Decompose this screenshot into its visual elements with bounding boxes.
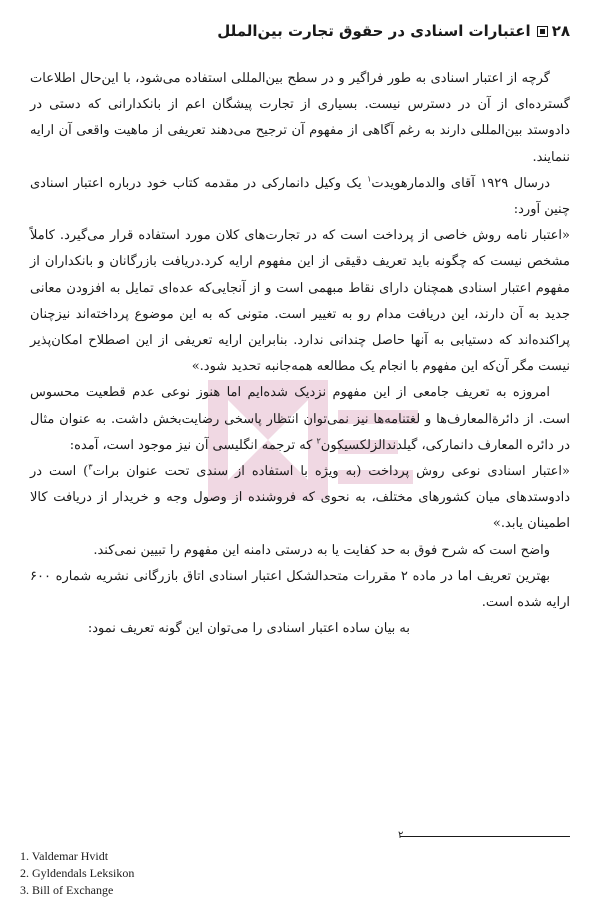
paragraph: درسال ۱۹۲۹ آقای والدمارهویدت$^۱$ یک وکیل دانمارکی در مقدمه کتاب خود درباره اعتبار اسنادی چنین آورد: [30, 174, 570, 218]
square-bullet-icon [537, 26, 548, 37]
paragraph: گرچه از اعتبار اسنادی به طور فراگیر و در سطح بین‌المللی استفاده می‌شود، با این‌حال اطلاعات گسترده‌ای از آن در دسترس نیست. بسیاری از تجارت پیشگان اعم از بانکدارانی که دستی در دادوستد بین‌المللی دارند به رغم آگاهی از مفهوم آن ترجیح می‌دهند تعریفی از ماهیت واقعی آن ارایه ننمایند. [30, 71, 570, 165]
footnote-ref: ۳ [88, 462, 93, 472]
footnote-divider [400, 836, 570, 837]
quotation: «اعتبار نامه روش خاصی از پرداخت است که در تجارت‌های کلان مورد استفاده قرار می‌گیرد. کاملاً مشخص نیست که چگونه باید تعریف دقیقی از این مفهوم ارایه کرد.دریافت بازرگانان و بانکداران از مفهوم اعتبار اسنادی همچنان دارای نقاط مبهمی است و از آنجایی‌که عده‌ای تمایل به افزودن معانی جدید به آن دارند، این دریافت مدام رو به تغییر است. متونی که به این موضوع پرداخته‌اند نیزچنان پراکنده‌اند که دستیابی به آنها حاصل چندانی ندارد. بنابراین ارایه تعریفی از این اصطلاح امکان‌پذیر نیست مگر آن‌که این مفهوم با انجام یک مطالعه همه‌جانبه تحدید شود.» [30, 228, 570, 375]
running-title: اعتبارات اسنادی در حقوق تجارت بین‌الملل [217, 22, 531, 40]
footnote-ref: ۲ [316, 436, 321, 446]
paragraph: امروزه به تعریف جامعی از این مفهوم نزدیک شده‌ایم اما هنوز نوعی عدم قطعیت محسوس است. از دائرةالمعارف‌ها و لغتنامه‌ها نیز نمی‌توان انتظار پاسخی رضایت‌بخش داشت. به عنوان مثال در دائره المعارف دانمارکی، گیلدندالزلکسیکون$^۲$ که ترجمه انگلیسی آن نیز موجود است، آمده: [30, 385, 570, 453]
paragraph: واضح است که شرح فوق به حد کفایت یا به درستی دامنه این مفهوم را تبیین نمی‌کند. [93, 542, 550, 558]
footnote: 1. Valdemar Hvidt [20, 849, 109, 863]
footnotes [20, 848, 134, 899]
page-header [30, 22, 570, 40]
paragraph: به بیان ساده اعتبار اسنادی را می‌توان این گونه تعریف نمود: [87, 621, 410, 637]
footnote: 3. Bill of Exchange [20, 883, 114, 897]
footnote: 2. Gyldendals Leksikon [20, 866, 135, 880]
body-text [30, 66, 570, 642]
page-number: ۲۸ [551, 22, 570, 40]
paragraph: بهترین تعریف اما در ماده ۲ مقررات متحدالشکل اعتبار اسنادی اتاق بازرگانی نشریه شماره ۶۰۰ ارایه شده است. [30, 568, 570, 611]
page-mark: ۲ [398, 830, 404, 841]
footnote-ref: ۱ [367, 174, 372, 184]
quotation: «اعتبار اسنادی نوعی روش پرداخت (به ویژه با استفاده از سندی تحت عنوان برات$^۳$) است در دادوستدهای میان کشورهای مختلف، به نحوی که فروشنده از وصول وجه و خریدار از دریافت کالا اطمینان یابد.» [30, 462, 570, 532]
